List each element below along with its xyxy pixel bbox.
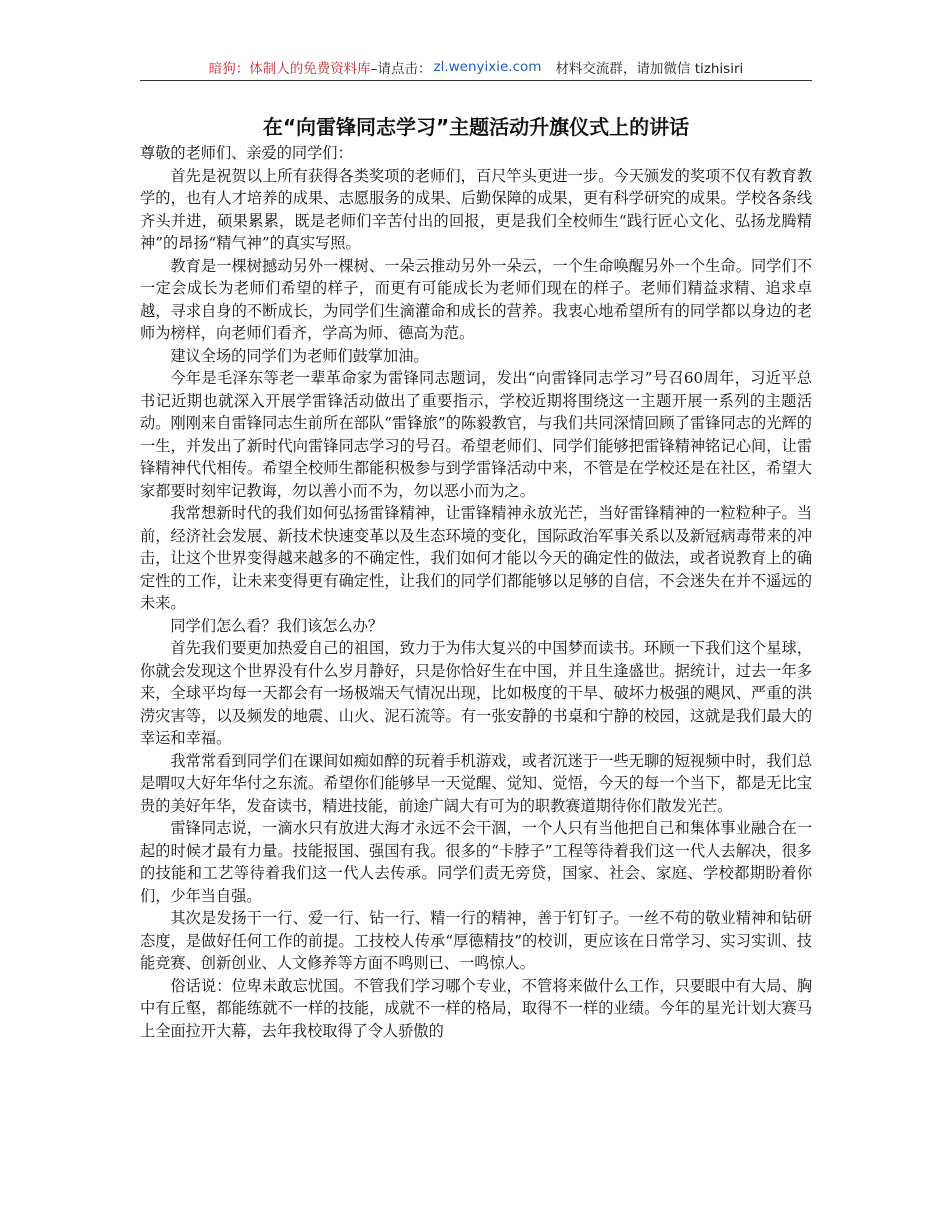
paragraph: 同学们怎么看？我们该怎么办？: [170, 616, 384, 635]
page-header: [140, 56, 812, 78]
document-title: 在“向雷锋同志学习”主题活动升旗仪式上的讲话: [262, 115, 690, 139]
header-contact: 材料交流群，请加微信 tizhisiri: [555, 61, 744, 77]
document-body: [140, 142, 812, 1042]
paragraph: 雷锋同志说，一滴水只有放进大海才永远不会干涸，一个人只有当他把自己和集体事业融合在一起的时候才最有力量。技能报国、强国有我。很多的“卡脖子”工程等待着我们这一代人去解决，很多的技能和工艺等待着我们这一代人去传承。同学们责无旁贷，国家、社会、家庭、学校都期盼着你们，少年当自强。: [140, 819, 812, 905]
paragraph: 我常常看到同学们在课间如痴如醉的玩着手机游戏，或者沉迷于一些无聊的短视频中时，我们总是喟叹大好年华付之东流。希望你们能够早一天觉醒、觉知、觉悟，今天的每一个当下，都是无比宝贵的美好年华，发奋读书，精进技能，前途广阔大有可为的职教赛道期待你们散发光芒。: [140, 751, 812, 815]
paragraph: 首先我们要更加热爱自己的祖国，致力于为伟大复兴的中国梦而读书。环顾一下我们这个星球，你就会发现这个世界没有什么岁月静好，只是你恰好生在中国，并且生逢盛世。据统计，过去一年多来，全球平均每一天都会有一场极端天气情况出现，比如极度的干旱、破坏力极强的飓风、严重的洪涝灾害等，以及频发的地震、山火、泥石流等。有一张安静的书桌和宁静的校园，这就是我们最大的幸运和幸福。: [140, 639, 812, 747]
header-brand: 暗狗：体制人的免费资料库: [208, 61, 371, 77]
paragraph: 俗话说：位卑未敢忘忧国。不管我们学习哪个专业，不管将来做什么工作，只要眼中有大局、胸中有丘壑，都能练就不一样的技能，成就不一样的格局，取得不一样的业绩。今年的星光计划大赛马上全面拉开大幕，去年我校取得了令人骄傲的: [140, 976, 812, 1040]
header-prompt: –请点击：: [370, 61, 432, 77]
paragraph: 我常想新时代的我们如何弘扬雷锋精神，让雷锋精神永放光芒，当好雷锋精神的一粒粒种子。当前，经济社会发展、新技术快速变革以及生态环境的变化，国际政治军事关系以及新冠病毒带来的冲击，让这个世界变得越来越多的不确定性，我们如何才能以今天的确定性的做法，或者说教育上的确定性的工作，让未来变得更有确定性，让我们的同学们都能够以足够的自信，不会迷失在并不遥远的未来。: [140, 504, 812, 612]
paragraph: 其次是发扬干一行、爱一行、钻一行、精一行的精神，善于钉钉子。一丝不苟的敬业精神和钻研态度，是做好任何工作的前提。工技校人传承“厚德精技”的校训，更应该在日常学习、实习实训、技能竞赛、创新创业、人文修养等方面不鸣则已、一鸣惊人。: [140, 909, 812, 972]
greeting: 尊敬的老师们、亲爱的同学们：: [140, 144, 353, 162]
header-link[interactable]: zl.wenyixie.com: [433, 59, 542, 75]
paragraph: 建议全场的同学们为老师们鼓掌加油。: [170, 346, 429, 365]
paragraph: 教育是一棵树撼动另外一棵树、一朵云推动另外一朵云，一个生命唤醒另外一个生命。同学们不一定会成长为老师们希望的样子，而更有可能成长为老师们现在的样子。老师们精益求精、追求卓越，寻求自身的不断成长，为同学们生滴灌命和成长的营养。我衷心地希望所有的同学都以身边的老师为榜样，向老师们看齐，学高为师、德高为范。: [140, 256, 812, 342]
paragraph: 首先是祝贺以上所有获得各类奖项的老师们，百尺竿头更进一步。今天颁发的奖项不仅有教育教学的，也有人才培养的成果、志愿服务的成果、后勤保障的成果，更有科学研究的成果。学校各条线齐头并进，硕果累累，既是老师们辛苦付出的回报，更是我们全校师生“践行匠心文化、弘扬龙腾精神”的昂扬“精气神”的真实写照。: [140, 166, 812, 252]
header-divider: [140, 80, 812, 81]
paragraph: 今年是毛泽东等老一辈革命家为雷锋同志题词，发出“向雷锋同志学习”号召60周年，习近平总书记近期也就深入开展学雷锋活动做出了重要指示，学校近期将围绕这一主题开展一系列的主题活动。刚刚来自雷锋同志生前所在部队“雷锋旅”的陈毅教官，与我们共同深情回顾了雷锋同志的光辉的一生，并发出了新时代向雷锋同志学习的号召。希望老师们、同学们能够把雷锋精神铭记心间，让雷锋精神代代相传。希望全校师生都能积极参与到学雷锋活动中来，不管是在学校还是在社区，希望大家都要时刻牢记教诲，勿以善小而不为，勿以恶小而为之。: [140, 369, 812, 500]
